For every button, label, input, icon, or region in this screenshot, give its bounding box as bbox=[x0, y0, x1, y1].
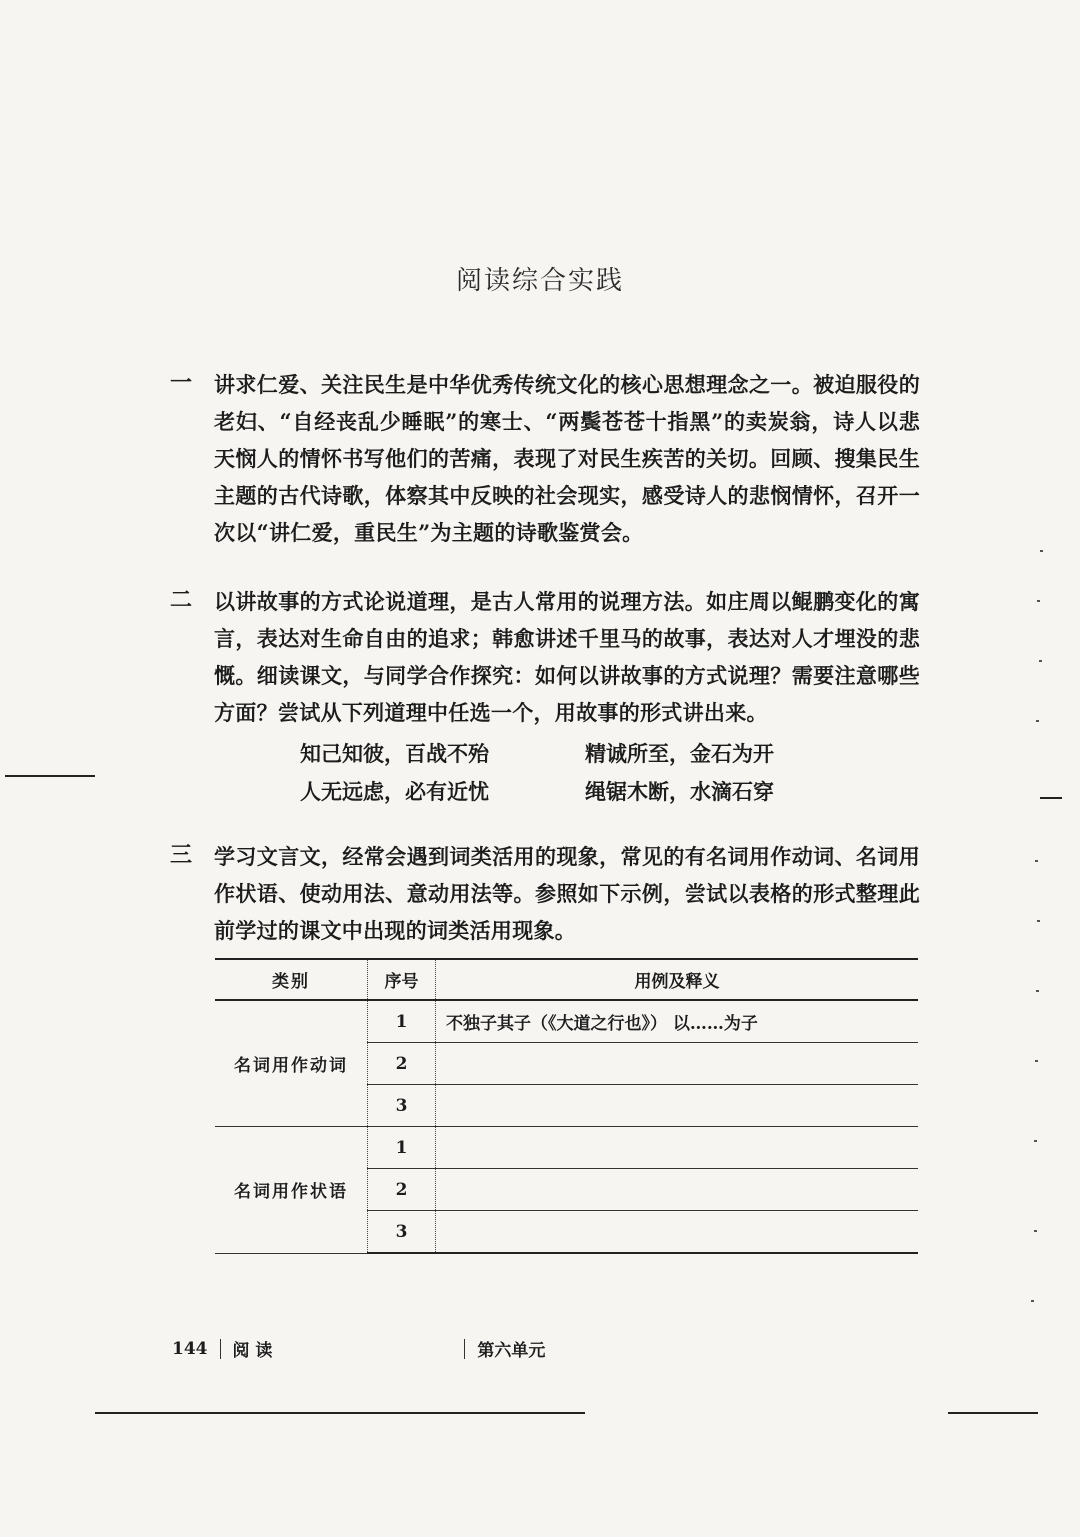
edge-tick bbox=[1037, 600, 1040, 602]
section-paragraph: 讲求仁爱、关注民生是中华优秀传统文化的核心思想理念之一。被迫服役的老妇、“自经丧乱少睡眠”的寒士、“两鬓苍苍十指黑”的卖炭翁，诗人以悲天悯人的情怀书写他们的苦痛，表现了对民生疾苦的关切。回顾、搜集民生主题的古代诗歌，体察其中反映的社会现实，感受诗人的悲悯情怀，召开一次以“讲仁爱，重民生”为主题的诗歌鉴赏会。 bbox=[214, 372, 920, 545]
saying: 精诚所至，金石为开 bbox=[585, 741, 774, 766]
example-cell bbox=[436, 1043, 919, 1085]
section-paragraph: 以讲故事的方式论说道理，是古人常用的说理方法。如庄周以鲲鹏变化的寓言，表达对生命自由的追求；韩愈讲述千里马的故事，表达对人才埋没的悲慨。细读课文，与同学合作探究：如何以讲故事的方式说理？需要注意哪些方面？尝试从下列道理中任选一个，用故事的形式讲出来。 bbox=[214, 589, 920, 725]
number-cell: 1 bbox=[368, 1127, 436, 1169]
number-cell: 2 bbox=[368, 1169, 436, 1211]
edge-tick bbox=[1031, 1300, 1034, 1302]
saying: 绳锯木断，水滴石穿 bbox=[585, 779, 774, 804]
edge-tick bbox=[1036, 990, 1039, 992]
book-name: 阅 读 bbox=[232, 1341, 273, 1361]
number-cell: 3 bbox=[368, 1085, 436, 1127]
edge-tick bbox=[1035, 1060, 1038, 1062]
section-three bbox=[170, 838, 920, 949]
crop-mark bbox=[5, 775, 95, 777]
category-cell: 名词用作动词 bbox=[215, 1000, 368, 1127]
number-cell: 3 bbox=[368, 1211, 436, 1254]
sayings-row bbox=[300, 773, 920, 811]
unit-name: 第六单元 bbox=[477, 1341, 546, 1361]
footer-divider bbox=[220, 1339, 221, 1359]
example-cell: 不独子其子（《大道之行也》） 以……为子 bbox=[436, 1000, 919, 1043]
section-paragraph: 学习文言文，经常会遇到词类活用的现象，常见的有名词用作动词、名词用作状语、使动用法、意动用法等。参照如下示例，尝试以表格的形式整理此前学过的课文中出现的词类活用现象。 bbox=[214, 844, 920, 943]
example-cell bbox=[436, 1211, 919, 1254]
section-two bbox=[170, 583, 920, 811]
edge-tick bbox=[1040, 550, 1043, 552]
section-number: 三 bbox=[170, 842, 193, 868]
table-row bbox=[215, 1000, 918, 1043]
sayings-row bbox=[300, 735, 920, 773]
edge-tick bbox=[1037, 920, 1040, 922]
edge-tick bbox=[1035, 860, 1038, 862]
number-cell: 2 bbox=[368, 1043, 436, 1085]
edge-tick bbox=[1039, 660, 1042, 662]
table-row bbox=[215, 1127, 918, 1169]
crop-mark bbox=[1040, 797, 1062, 799]
footer-divider bbox=[464, 1339, 465, 1359]
table-header-row bbox=[215, 959, 918, 1000]
section-number: 一 bbox=[170, 370, 193, 396]
example-cell bbox=[436, 1085, 919, 1127]
header-number: 序号 bbox=[368, 959, 436, 1000]
example-cell bbox=[436, 1127, 919, 1169]
example-cell bbox=[436, 1169, 919, 1211]
header-category: 类别 bbox=[215, 959, 368, 1000]
page-number: 144 bbox=[172, 1338, 208, 1359]
edge-tick bbox=[1034, 1140, 1037, 1142]
edge-tick bbox=[1036, 720, 1039, 722]
header-example: 用例及释义 bbox=[436, 959, 919, 1000]
word-usage-table bbox=[215, 958, 918, 1254]
edge-tick bbox=[1034, 1230, 1037, 1232]
bottom-rule bbox=[95, 1412, 585, 1414]
page-footer bbox=[172, 1336, 545, 1361]
category-cell: 名词用作状语 bbox=[215, 1127, 368, 1254]
sayings-list bbox=[300, 735, 920, 811]
section-number: 二 bbox=[170, 587, 193, 613]
saying: 人无远虑，必有近忧 bbox=[300, 779, 489, 804]
bottom-rule bbox=[948, 1412, 1038, 1414]
saying: 知己知彼，百战不殆 bbox=[300, 741, 489, 766]
number-cell: 1 bbox=[368, 1000, 436, 1043]
page-title: 阅读综合实践 bbox=[455, 266, 624, 296]
section-one bbox=[170, 366, 920, 551]
